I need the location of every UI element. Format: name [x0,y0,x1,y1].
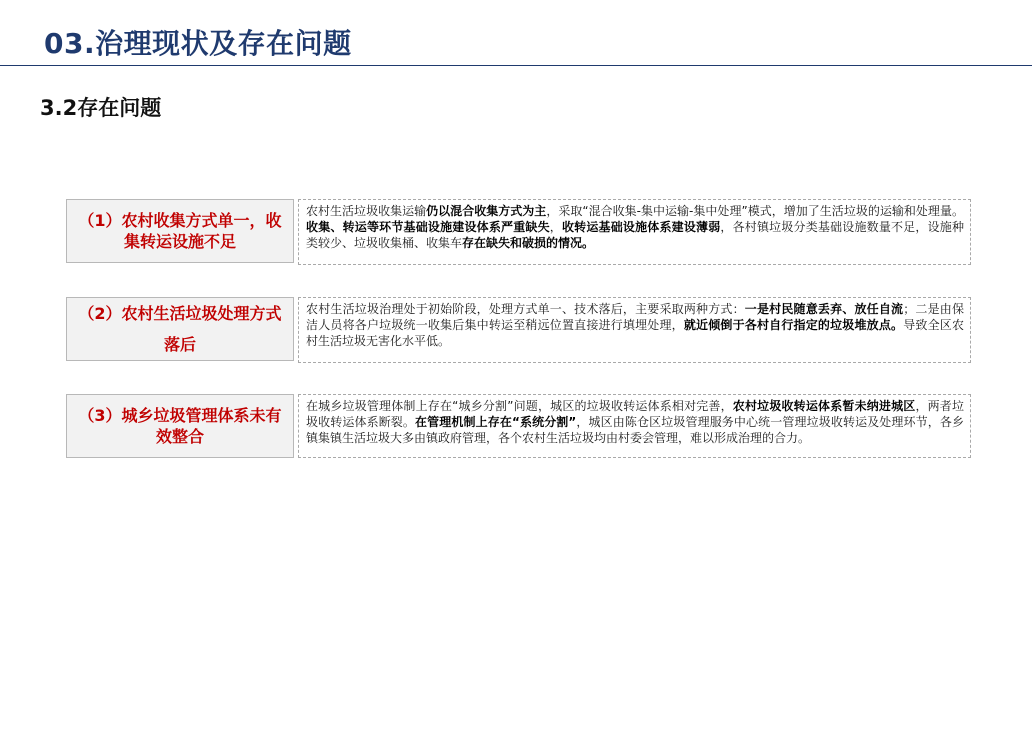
emphasis-text: 收集、转运等环节基础设施建设体系严重缺失 [306,220,550,234]
body-text: 农村生活垃圾治理处于初始阶段，处理方式单一、技术落后，主要采取两种方式： [306,302,745,316]
issue-label-2: （2）农村生活垃圾处理方式落后 [66,297,294,361]
issue-label-1: （1）农村收集方式单一，收集转运设施不足 [66,199,294,263]
body-text: ，城区由陈仓区垃圾管理服务中心统一管理垃圾收转运及处理环节，各乡镇集镇生活垃圾大多由镇政府管理，各个农村生活垃圾均由村委会管理，难以形成治理的合力。 [306,415,964,445]
emphasis-text: 存在缺失和破损的情况。 [462,236,595,250]
emphasis-text: 在管理机制上存在“系统分割” [415,415,577,429]
page-title: 03.治理现状及存在问题 [44,27,352,60]
body-text: ， [549,220,562,234]
body-text: ，各村镇垃圾分类基础设施数量不足，设施种类较少、垃圾收集桶、收集车 [306,220,964,250]
emphasis-text: 仍以混合收集方式为主 [426,204,547,218]
emphasis-text: 就近倾倒于各村自行指定的垃圾堆放点。 [683,318,904,332]
emphasis-text: 收转运基础设施体系建设薄弱 [561,220,721,234]
title-divider [0,65,1032,66]
section-title: 3.2存在问题 [40,96,162,120]
body-text: ；二是由保洁人员将各户垃圾统一收集后集中转运至稍远位置直接进行填埋处理， [306,302,964,332]
issue-label-3: （3）城乡垃圾管理体系未有效整合 [66,394,294,458]
issue-description-1 [298,199,971,265]
body-text: ，采取“混合收集-集中运输-集中处理”模式，增加了生活垃圾的运输和处理量。 [546,204,964,218]
body-text: ，两者垃圾收转运体系断裂。 [306,399,964,429]
body-text: 农村生活垃圾收集运输 [306,204,427,218]
emphasis-text: 一是村民随意丢弃、放任自流 [744,302,904,316]
emphasis-text: 农村垃圾收转运体系暂未纳进城区 [732,399,916,413]
issue-description-3 [298,394,971,458]
issue-description-2 [298,297,971,363]
body-text: 导致全区农村生活垃圾无害化水平低。 [306,318,964,348]
body-text: 在城乡垃圾管理体制上存在“城乡分割”问题，城区的垃圾收转运体系相对完善， [306,399,733,413]
